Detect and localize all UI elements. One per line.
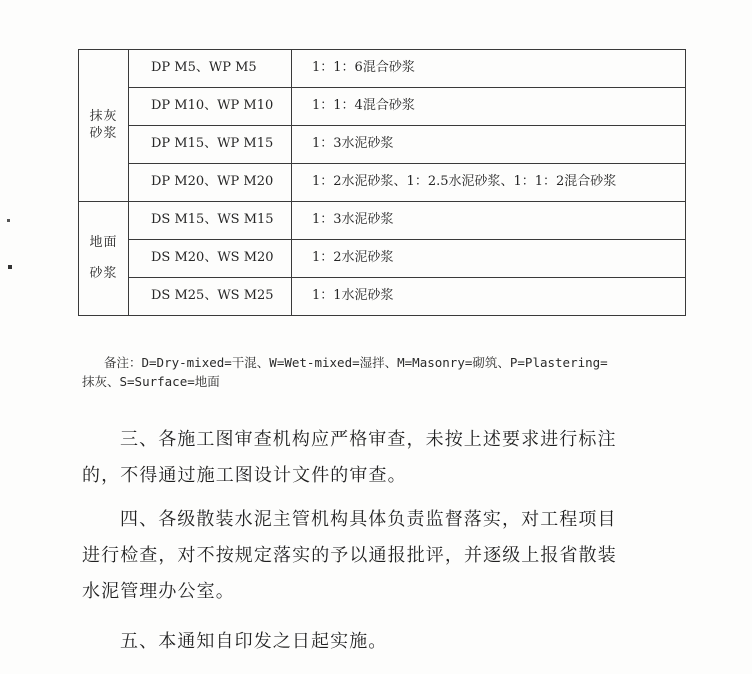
- table-row: [79, 164, 686, 202]
- table-row: [79, 278, 686, 316]
- mix-cell: 1：2水泥砂浆、1：2.5水泥砂浆、1：1：2混合砂浆: [292, 164, 686, 202]
- footnote-line: 抹灰、S=Surface=地面: [82, 374, 220, 389]
- paragraph-3: [82, 422, 682, 494]
- footnote-line: 备注：D=Dry-mixed=干混、W=Wet-mixed=湿拌、M=Masonry=砌筑、P=Plastering=: [104, 355, 608, 370]
- paragraph-4: [82, 502, 682, 610]
- grade-cell: DS M25、WS M25: [129, 278, 292, 316]
- scan-speck: [7, 219, 10, 222]
- paragraph-line: 五、本通知自印发之日起实施。: [120, 631, 388, 652]
- scan-speck: [8, 265, 12, 269]
- category-cell-plastering: [79, 50, 129, 202]
- paragraph-line: 水泥管理办公室。: [82, 581, 235, 602]
- mix-cell: 1：1水泥砂浆: [292, 278, 686, 316]
- grade-cell: DP M20、WP M20: [129, 164, 292, 202]
- table-row: [79, 50, 686, 88]
- grade-cell: DP M5、WP M5: [129, 50, 292, 88]
- grade-cell: DP M15、WP M15: [129, 126, 292, 164]
- mortar-grade-table: [78, 49, 686, 316]
- table-row: [79, 202, 686, 240]
- category-label: 抹灰: [89, 109, 118, 125]
- table-row: [79, 126, 686, 164]
- category-cell-floor: [79, 202, 129, 316]
- mix-cell: 1：1：4混合砂浆: [292, 88, 686, 126]
- table-row: [79, 88, 686, 126]
- mix-cell: 1：3水泥砂浆: [292, 202, 686, 240]
- paragraph-line: 进行检查，对不按规定落实的予以通报批评，并逐级上报省散装: [82, 545, 617, 566]
- paragraph-line: 四、各级散装水泥主管机构具体负责监督落实，对工程项目: [120, 509, 617, 530]
- mix-cell: 1：2水泥砂浆: [292, 240, 686, 278]
- paragraph-line: 的，不得通过施工图设计文件的审查。: [82, 465, 407, 486]
- grade-cell: DS M15、WS M15: [129, 202, 292, 240]
- paragraph-5: [82, 624, 682, 660]
- mix-cell: 1：1：6混合砂浆: [292, 50, 686, 88]
- mix-cell: 1：3水泥砂浆: [292, 126, 686, 164]
- category-label: 砂浆: [89, 265, 118, 281]
- category-label: 地面: [89, 235, 118, 251]
- category-label: 砂浆: [89, 125, 118, 141]
- grade-cell: DS M20、WS M20: [129, 240, 292, 278]
- paragraph-line: 三、各施工图审查机构应严格审查，未按上述要求进行标注: [120, 429, 617, 450]
- grade-cell: DP M10、WP M10: [129, 88, 292, 126]
- table-row: [79, 240, 686, 278]
- table-footnote: [82, 353, 682, 391]
